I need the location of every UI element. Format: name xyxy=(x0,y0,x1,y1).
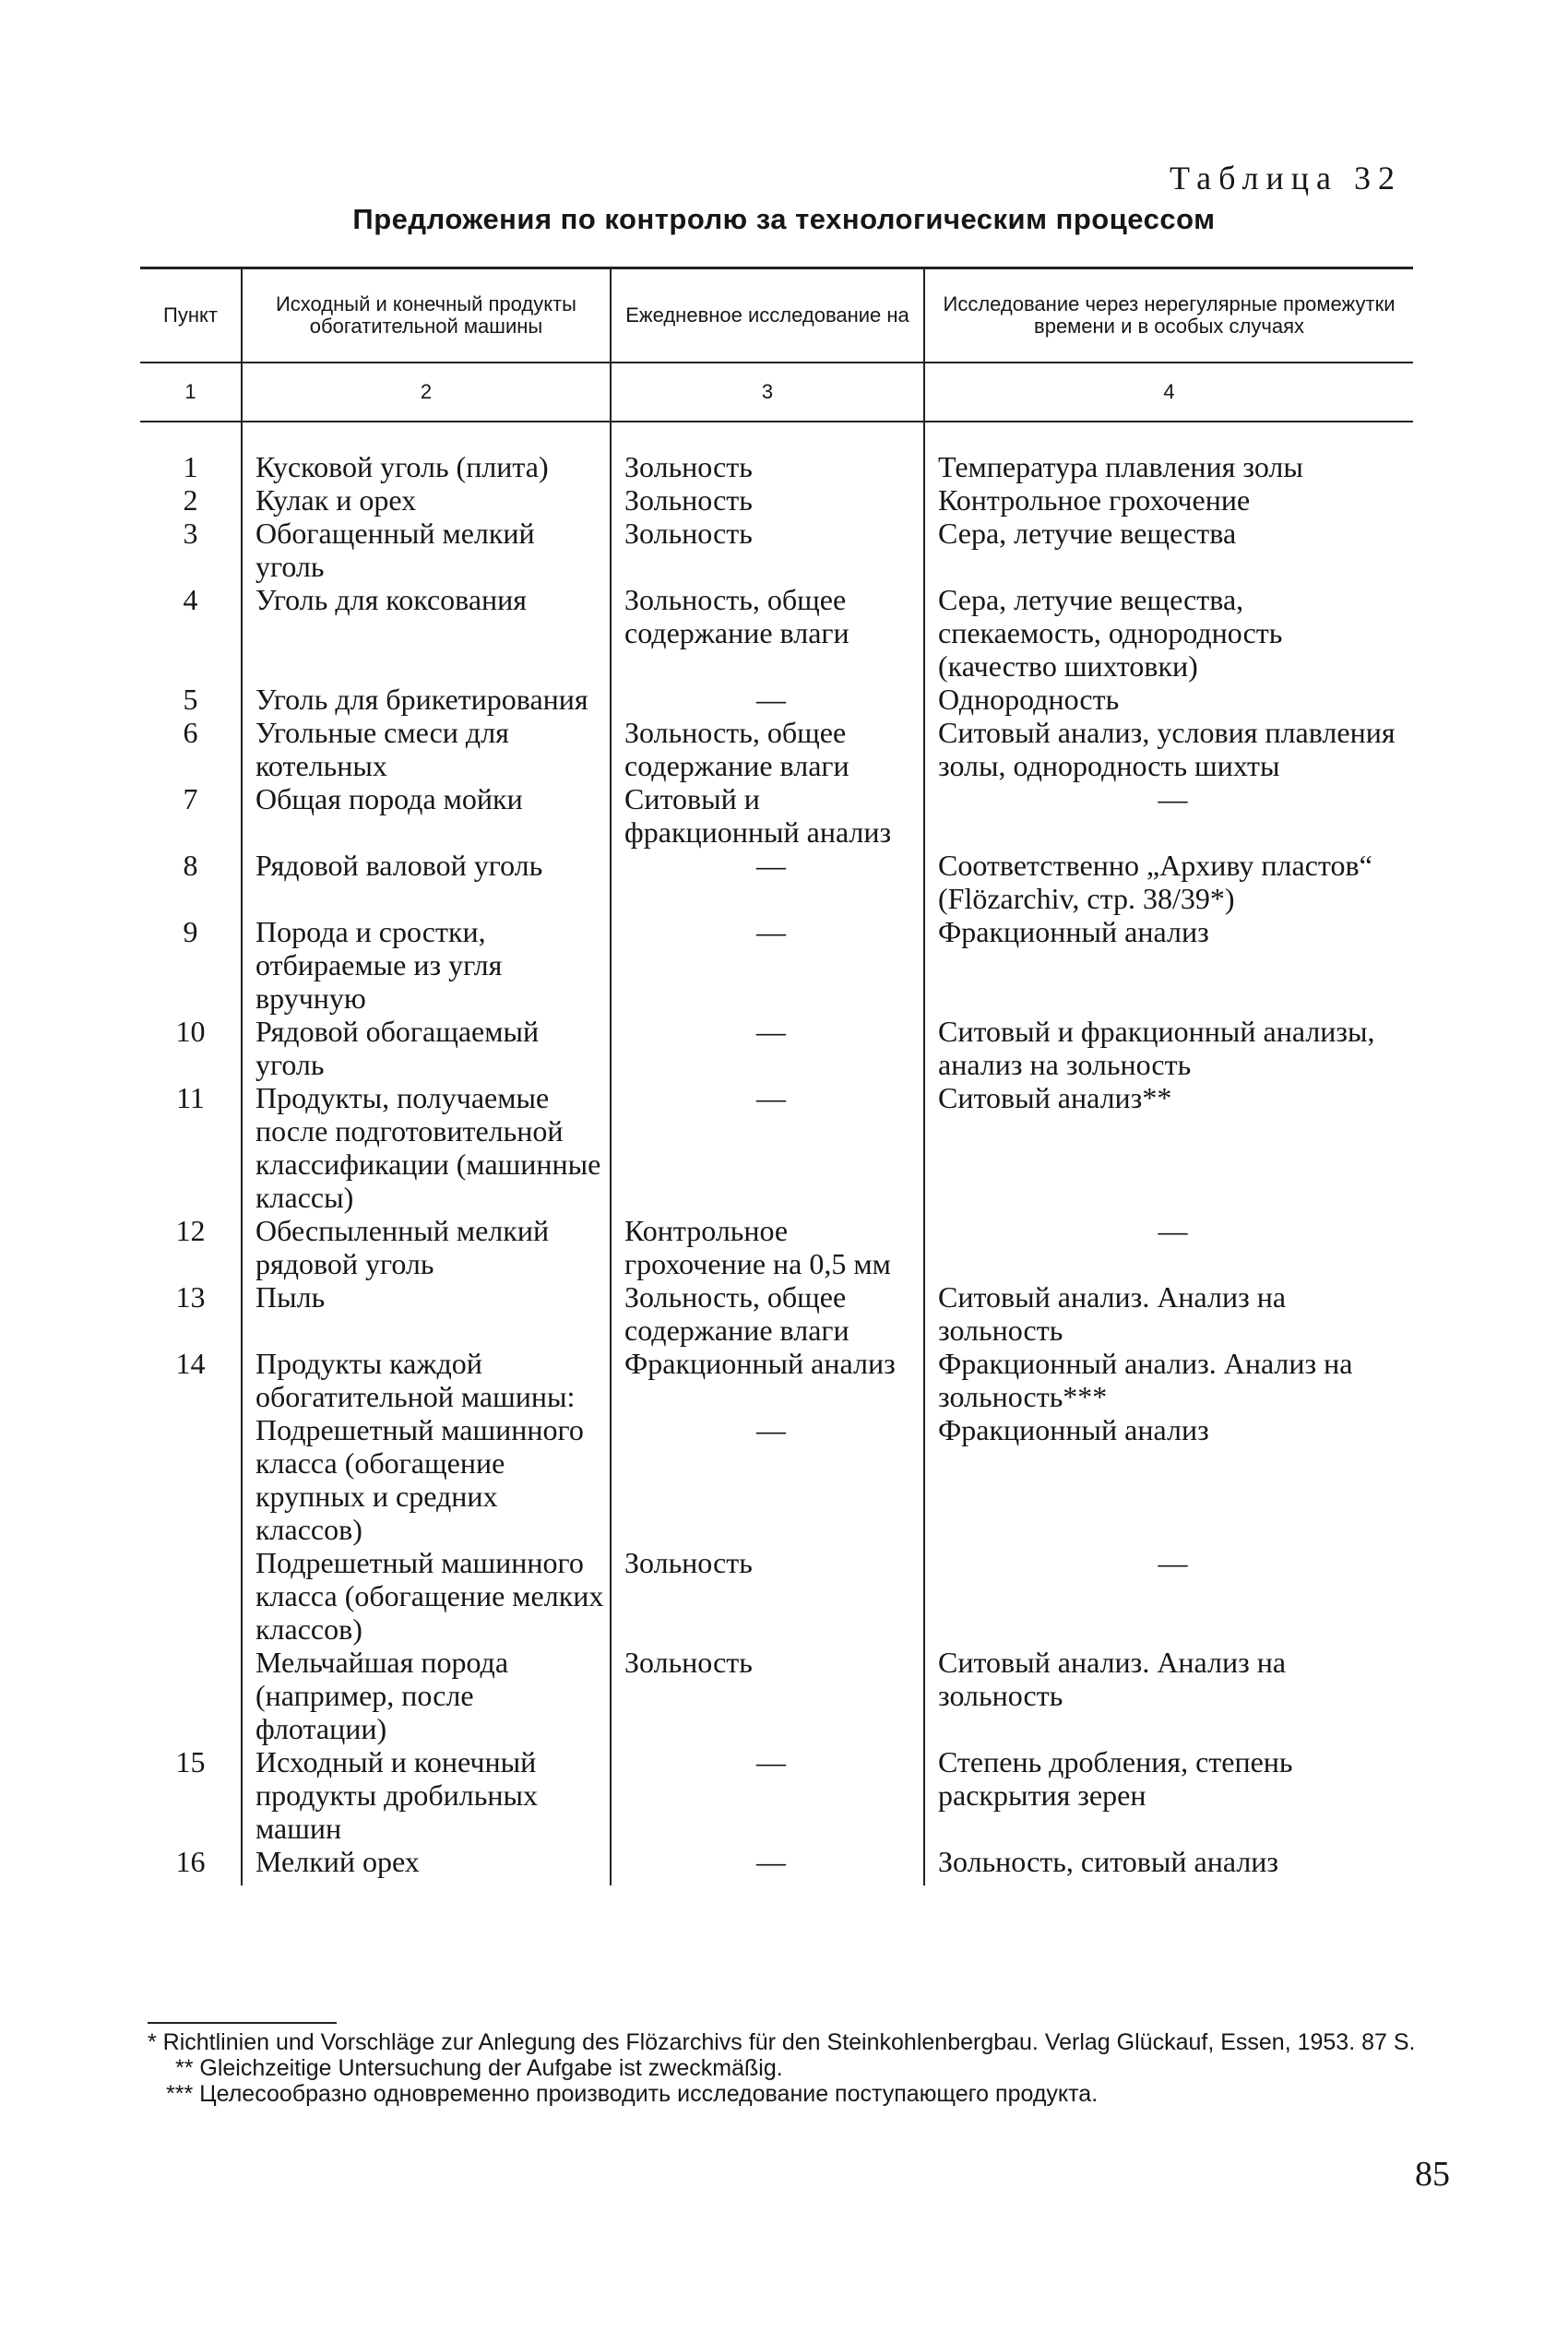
table-row xyxy=(140,583,1413,683)
row-irregular: Фракционный анализ. Анализ на зольность*** xyxy=(924,1347,1413,1413)
row-irregular: Степень дробления, степень раскрытия зерен xyxy=(924,1745,1413,1845)
row-product: Мелкий орех xyxy=(242,1845,611,1885)
row-product: Порода и сростки, отбираемые из угля вручную xyxy=(242,915,611,1015)
row-product: Продукты, получаемые после подготовительной классификации (машинные классы) xyxy=(242,1081,611,1214)
table-row xyxy=(140,1546,1413,1646)
row-daily: Зольность, общее содержание влаги xyxy=(611,716,924,782)
row-product: Рядовой обогащаемый уголь xyxy=(242,1015,611,1081)
table-row xyxy=(140,517,1413,583)
row-irregular: — xyxy=(924,782,1413,849)
row-daily: Зольность, общее содержание влаги xyxy=(611,1280,924,1347)
row-product: Кусковой уголь (плита) xyxy=(242,450,611,483)
row-product: Продукты каждой обогатительной машины: xyxy=(242,1347,611,1413)
row-daily: Зольность xyxy=(611,1546,924,1646)
row-number: 14 xyxy=(175,1347,206,1380)
row-irregular: Соответственно „Архиву пластов“ (Flözarchiv, стр. 38/39*) xyxy=(924,849,1413,915)
row-number: 8 xyxy=(183,849,198,882)
table-row xyxy=(140,1413,1413,1546)
row-product: Подрешетный машинного класса (обогащение крупных и средних классов) xyxy=(242,1413,611,1546)
row-daily: Фракционный анализ xyxy=(611,1347,924,1413)
page-number: 85 xyxy=(1415,2155,1450,2194)
footnote: ** Gleichzeitige Untersuchung der Aufgabe ist zweckmäßig. xyxy=(175,2055,783,2081)
row-daily: — xyxy=(611,849,924,915)
row-irregular: Зольность, ситовый анализ xyxy=(924,1845,1413,1885)
header-products: Исходный и конечный продукты обогатительной машины xyxy=(242,268,611,363)
row-daily: — xyxy=(611,1081,924,1214)
row-number: 5 xyxy=(183,683,198,716)
row-number: 9 xyxy=(183,915,198,948)
row-daily: Зольность xyxy=(611,483,924,517)
table-row xyxy=(140,1745,1413,1845)
column-number: 1 xyxy=(140,363,242,422)
row-number: 11 xyxy=(176,1081,205,1114)
row-daily: Контрольное грохочение на 0,5 мм xyxy=(611,1214,924,1280)
row-number: 7 xyxy=(183,782,198,815)
row-daily: Зольность xyxy=(611,517,924,583)
row-number xyxy=(140,1646,242,1745)
row-number: 1 xyxy=(183,450,198,483)
row-irregular: Фракционный анализ xyxy=(924,1413,1413,1546)
row-number: 12 xyxy=(175,1214,206,1247)
footnote: *** Целесообразно одновременно производить исследование поступающего продукта. xyxy=(166,2081,1099,2107)
row-product: Мельчайшая порода (например, после флотации) xyxy=(242,1646,611,1745)
row-daily: — xyxy=(611,1015,924,1081)
row-product: Уголь для брикетирования xyxy=(242,683,611,716)
table-row xyxy=(140,1845,1413,1885)
row-irregular: Ситовый анализ, условия плавления золы, однородность шихты xyxy=(924,716,1413,782)
footnotes xyxy=(148,2029,1439,2107)
row-irregular: Контрольное грохочение xyxy=(924,483,1413,517)
row-daily: — xyxy=(611,1745,924,1845)
row-daily: Ситовый и фракционный анализ xyxy=(611,782,924,849)
row-number xyxy=(140,1546,242,1646)
row-irregular: Температура плавления золы xyxy=(924,450,1413,483)
row-product: Рядовой валовой уголь xyxy=(242,849,611,915)
table-title: Предложения по контролю за технологическим процессом xyxy=(352,203,1216,235)
header-daily: Ежедневное исследование на xyxy=(611,268,924,363)
table-row xyxy=(140,1347,1413,1413)
row-daily: — xyxy=(611,915,924,1015)
control-table xyxy=(140,267,1413,1885)
table-caption: Таблица 32 xyxy=(1170,160,1402,196)
table-row xyxy=(140,1646,1413,1745)
column-number: 2 xyxy=(242,363,611,422)
row-number: 6 xyxy=(183,716,198,749)
table-row xyxy=(140,915,1413,1015)
row-irregular: — xyxy=(924,1546,1413,1646)
table-row xyxy=(140,450,1413,483)
row-number: 16 xyxy=(175,1845,206,1878)
row-product: Общая порода мойки xyxy=(242,782,611,849)
row-number: 13 xyxy=(175,1280,206,1314)
row-irregular: Однородность xyxy=(924,683,1413,716)
row-irregular: Сера, летучие вещества, спекаемость, однородность (качество шихтовки) xyxy=(924,583,1413,683)
row-irregular: Ситовый и фракционный анализы, анализ на зольность xyxy=(924,1015,1413,1081)
table-body xyxy=(140,422,1413,1885)
row-number: 3 xyxy=(183,517,198,550)
row-daily: — xyxy=(611,1845,924,1885)
table-row xyxy=(140,716,1413,782)
table-row xyxy=(140,1015,1413,1081)
row-daily: Зольность, общее содержание влаги xyxy=(611,583,924,683)
row-number: 10 xyxy=(175,1015,206,1048)
row-product: Подрешетный машинного класса (обогащение мелких классов) xyxy=(242,1546,611,1646)
header-irregular: Исследование через нерегулярные промежутки времени и в особых случаях xyxy=(924,268,1413,363)
row-product: Обеспыленный мелкий рядовой уголь xyxy=(242,1214,611,1280)
column-number: 3 xyxy=(611,363,924,422)
row-irregular: Ситовый анализ. Анализ на зольность xyxy=(924,1646,1413,1745)
row-product: Пыль xyxy=(242,1280,611,1347)
row-product: Обогащенный мелкий уголь xyxy=(242,517,611,583)
row-product: Кулак и орех xyxy=(242,483,611,517)
row-irregular: Фракционный анализ xyxy=(924,915,1413,1015)
row-product: Исходный и конечный продукты дробильных машин xyxy=(242,1745,611,1845)
row-daily: Зольность xyxy=(611,1646,924,1745)
row-irregular: Ситовый анализ** xyxy=(924,1081,1413,1214)
row-daily: — xyxy=(611,1413,924,1546)
row-irregular: — xyxy=(924,1214,1413,1280)
row-number xyxy=(140,1413,242,1546)
header-point: Пункт xyxy=(140,268,242,363)
row-irregular: Сера, летучие вещества xyxy=(924,517,1413,583)
row-product: Угольные смеси для котельных xyxy=(242,716,611,782)
table-row xyxy=(140,683,1413,716)
table-row xyxy=(140,483,1413,517)
footnote-rule xyxy=(148,2022,337,2024)
row-number: 2 xyxy=(183,483,198,517)
column-number: 4 xyxy=(924,363,1413,422)
row-product: Уголь для коксования xyxy=(242,583,611,683)
footnote: * Richtlinien und Vorschläge zur Anlegung des Flözarchivs für den Steinkohlenbergbau. Verlag Glückauf, Essen, 1953. 87 S. xyxy=(148,2029,1416,2055)
row-daily: Зольность xyxy=(611,450,924,483)
row-irregular: Ситовый анализ. Анализ на зольность xyxy=(924,1280,1413,1347)
row-number: 15 xyxy=(175,1745,206,1778)
table-row xyxy=(140,1214,1413,1280)
table-row xyxy=(140,1280,1413,1347)
row-daily: — xyxy=(611,683,924,716)
row-number: 4 xyxy=(183,583,198,616)
table-row xyxy=(140,782,1413,849)
table-row xyxy=(140,1081,1413,1214)
table-row xyxy=(140,849,1413,915)
